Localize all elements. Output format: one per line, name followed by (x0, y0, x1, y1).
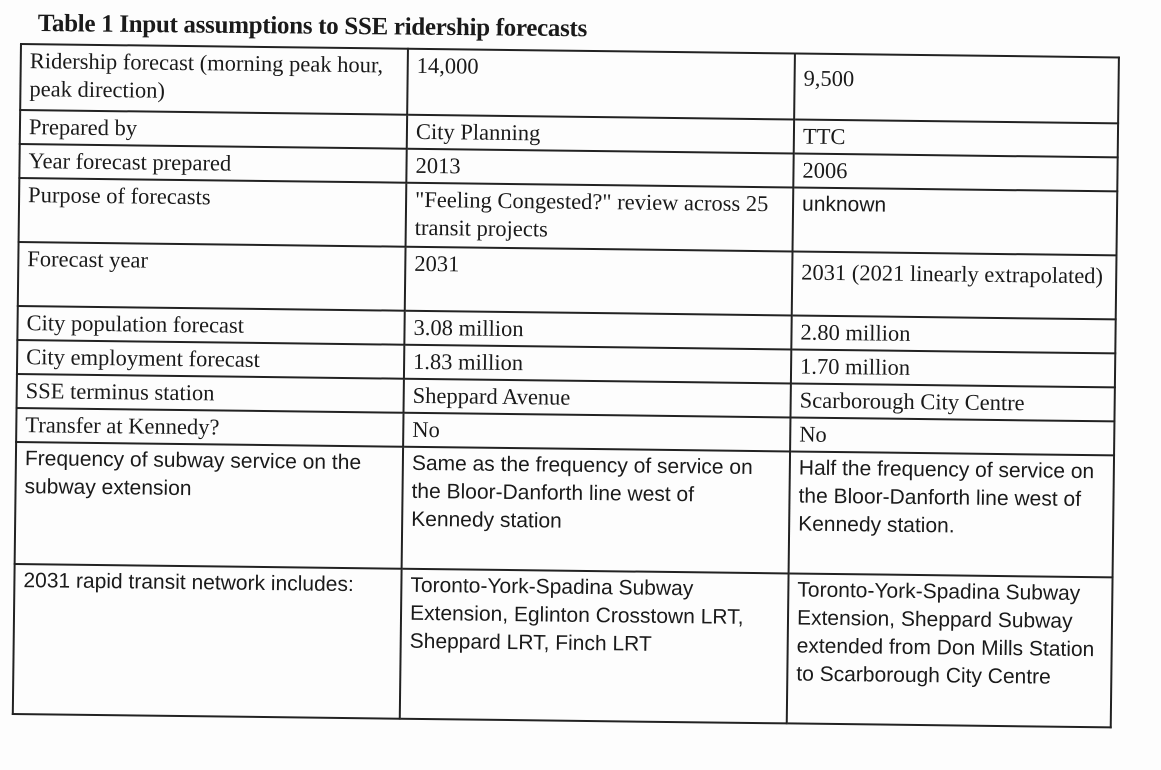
ttc-value: 2031 (2021 linearly extrapolated) (792, 251, 1117, 319)
row-label: 2031 rapid transit network includes: (13, 564, 402, 719)
ttc-value: Scarborough City Centre (790, 383, 1114, 421)
row-label: Year forecast prepared (19, 144, 406, 183)
table-container (12, 43, 1118, 728)
row-label: Ridership forecast (morning peak hour, peak direction) (20, 44, 408, 115)
row-label: Prepared by (20, 110, 407, 149)
row-label: City population forecast (17, 306, 404, 345)
ttc-value: unknown (793, 187, 1118, 255)
city-planning-value: No (403, 413, 790, 452)
city-planning-value: 2013 (406, 149, 793, 188)
row-label: Forecast year (18, 242, 406, 311)
ttc-value: 2006 (793, 153, 1117, 191)
city-planning-value: City Planning (407, 115, 794, 154)
table-title: Table 1 Input assumptions to SSE ridership forecasts (37, 10, 588, 43)
ttc-value: 1.70 million (791, 349, 1115, 387)
ridership-assumptions-table (12, 43, 1120, 728)
ttc-value: TTC (794, 119, 1118, 157)
ttc-value: Toronto-York-Spadina Subway Extension, Sheppard Subway extended from Don Mills Station to Scarborough City Centre (787, 573, 1113, 727)
city-planning-value: 14,000 (407, 49, 795, 120)
row-label: SSE terminus station (17, 374, 404, 413)
table-row (15, 442, 1114, 577)
city-planning-value: Toronto-York-Spadina Subway Extension, Eglinton Crosstown LRT, Sheppard LRT, Finch LRT (400, 569, 789, 724)
ttc-value: 9,500 (794, 53, 1119, 123)
city-planning-value: "Feeling Congested?" review across 25 transit projects (406, 183, 794, 252)
row-label: Frequency of subway service on the subway extension (15, 442, 403, 569)
ttc-value: No (790, 417, 1114, 455)
ttc-value: 2.80 million (791, 315, 1115, 353)
city-planning-value: 3.08 million (404, 311, 791, 350)
row-label: City employment forecast (17, 340, 404, 379)
city-planning-value: 1.83 million (404, 345, 791, 384)
row-label: Purpose of forecasts (19, 178, 407, 247)
table-row (13, 564, 1113, 727)
city-planning-value: 2031 (405, 247, 793, 316)
ttc-value: Half the frequency of service on the Bloor-Danforth line west of Kennedy station. (789, 451, 1114, 577)
city-planning-value: Same as the frequency of service on the Bloor-Danforth line west of Kennedy station (402, 447, 790, 574)
row-label: Transfer at Kennedy? (16, 408, 403, 447)
city-planning-value: Sheppard Avenue (404, 379, 791, 418)
